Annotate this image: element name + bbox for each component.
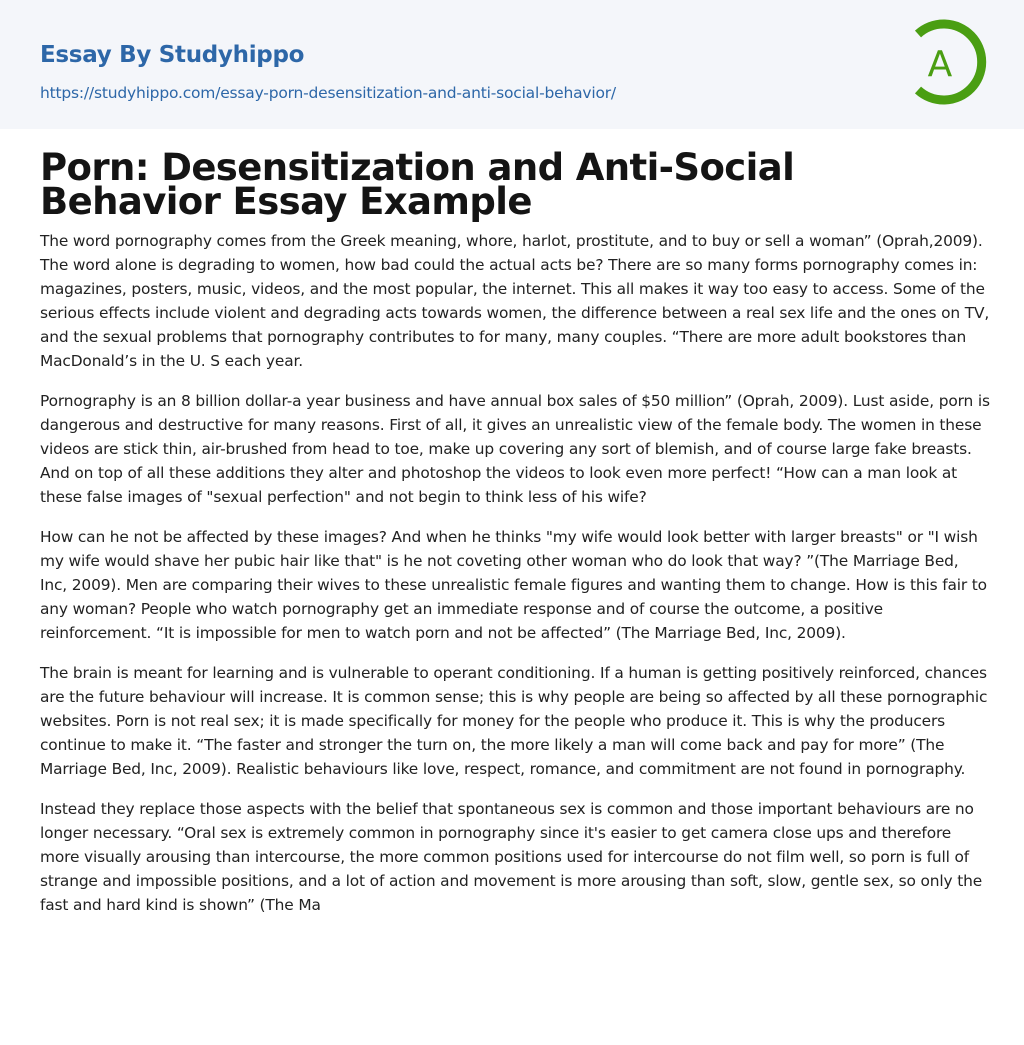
essay-paragraph: How can he not be affected by these images? And when he thinks "my wife would look better with larger breasts" or "I wish my wife would shave her pubic hair like that" is he not coveting other woman who do look that way? ”(The Marriage Bed, Inc, 2009). Men are comparing their wives to these unrealistic female figures and wanting them to change. How is this fair to any woman? People who watch pornography get an immediate response and of course the outcome, a positive reinforcement. “It is impossible for men to watch porn and not be affected” (The Marriage Bed, Inc, 2009). <box>40 528 987 642</box>
essay-paragraph: The brain is meant for learning and is vulnerable to operant conditioning. If a human is getting positively reinforced, chances are the future behaviour will increase. It is common sense; this is why people are being so affected by all these pornographic websites. Porn is not real sex; it is made specifically for money for the people who produce it. This is why the producers continue to make it. “The faster and stronger the turn on, the more likely a man will come back and pay for more” (The Marriage Bed, Inc, 2009). Realistic behaviours like love, respect, romance, and commitment are not found in pornography. <box>40 664 988 778</box>
essay-body <box>40 229 990 933</box>
logo-letter: A <box>927 44 953 85</box>
essay-paragraph: Pornography is an 8 billion dollar-a year business and have annual box sales of $50 million” (Oprah, 2009). Lust aside, porn is dangerous and destructive for many reasons. First of all, it gives an unrealistic view of the female body. The women in these videos are stick thin, air-brushed from head to toe, make up covering any sort of blemish, and of course large fake breasts. And on top of all these additions they alter and photoshop the videos to look even more perfect! “How can a man look at these false images of "sexual perfection" and not begin to think less of his wife? <box>40 392 990 506</box>
brand-title: Essay By Studyhippo <box>40 42 305 68</box>
page-title: Porn: Desensitization and Anti-Social Behavior Essay Example <box>40 146 795 223</box>
essay-url-link[interactable]: https://studyhippo.com/essay-porn-desensitization-and-anti-social-behavior/ <box>40 84 616 102</box>
essay-paragraph: Instead they replace those aspects with the belief that spontaneous sex is common and those important behaviours are no longer necessary. “Oral sex is extremely common in pornography since it's easier to get camera close ups and therefore more visually arousing than intercourse, the more common positions used for intercourse do not film well, so porn is full of strange and impossible positions, and a lot of action and movement is more arousing than soft, slow, gentle sex, so only the fast and hard kind is shown” (The Ma <box>40 800 983 914</box>
essay-paragraph: The word pornography comes from the Greek meaning, whore, harlot, prostitute, and to buy or sell a woman” (Oprah,2009). The word alone is degrading to women, how bad could the actual acts be? There are so many forms pornography comes in: magazines, posters, music, videos, and the most popular, the internet. This all makes it way too easy to access. Some of the serious effects include violent and degrading acts towards women, the difference between a real sex life and the ones on TV, and the sexual problems that pornography contributes to for many, many couples. “There are more adult bookstores than MacDonald’s in the U. S each year. <box>40 232 990 370</box>
